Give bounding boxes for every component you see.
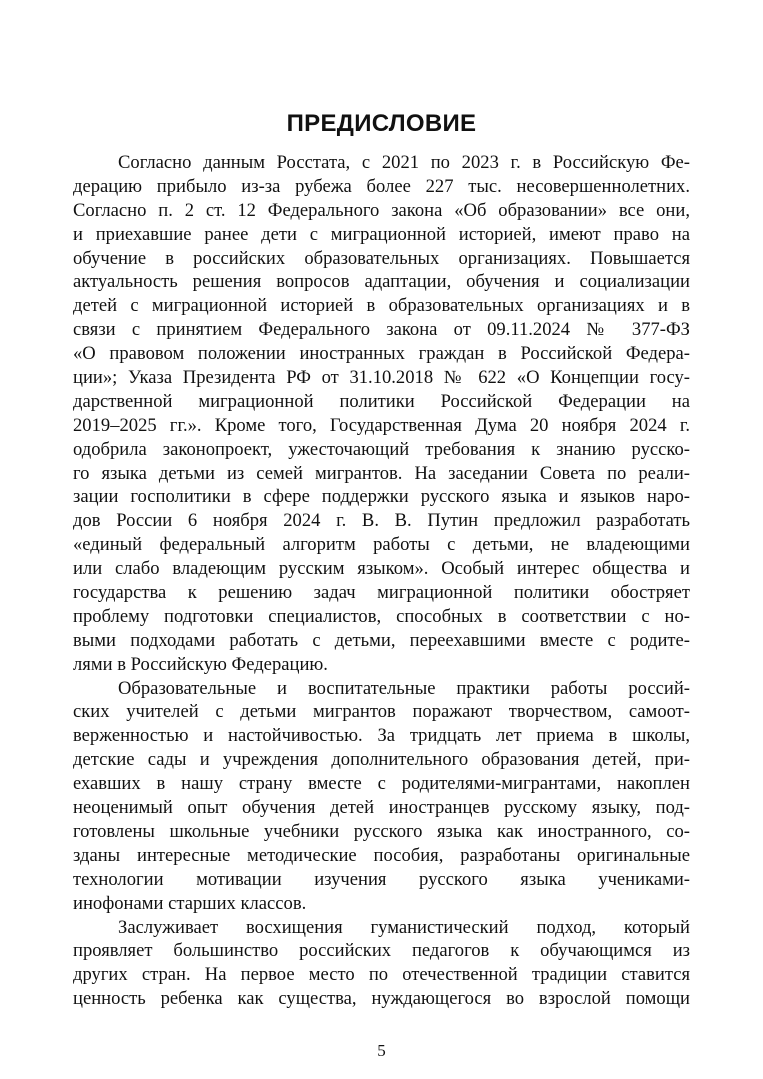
text-line: детские сады и учреждения дополнительного образования детей, при- [73, 749, 690, 771]
text-line: Согласно п. 2 ст. 12 Федерального закона «Об образовании» все они, [73, 199, 690, 221]
paragraph-1 [73, 151, 690, 677]
text-line: инофонами старших классов. [73, 892, 307, 914]
text-line: других стран. На первое место по отечественной традиции ставится [73, 964, 690, 986]
text-line: технологии мотивации изучения русского языка учениками- [73, 868, 690, 890]
text-line: Согласно данным Росстата, с 2021 по 2023 г. в Российскую Фе- [118, 152, 690, 173]
text-line: Заслуживает восхищения гуманистический подход, который [118, 916, 690, 938]
text-line: зданы интересные методические пособия, разработаны оригинальные [73, 844, 690, 866]
text-line: лями в Российскую Федерацию. [73, 653, 328, 675]
text-line: ценность ребенка как существа, нуждающегося во взрослой помощи [73, 988, 690, 1010]
text-line: ции»; Указа Президента РФ от 31.10.2018 № 622 «О Концепции госу- [73, 367, 690, 389]
text-line: или слабо владеющим русским языком». Особый интерес общества и [73, 558, 690, 580]
text-line: обучение в российских образовательных организациях. Повышается [73, 247, 690, 269]
text-line: го языка детьми из семей мигрантов. На заседании Совета по реали- [73, 462, 690, 484]
text-line: ских учителей с детьми мигрантов поражают творчеством, самоот- [73, 701, 690, 723]
text-line: актуальность решения вопросов адаптации, обучения и социализации [73, 271, 690, 293]
text-line: дарственной миграционной политики Российской Федерации на [73, 390, 690, 412]
text-line: связи с принятием Федерального закона от 09.11.2024 № 377-ФЗ [73, 319, 690, 341]
text-line: детей с миграционной историей в образовательных организациях и в [73, 295, 690, 317]
body-text [73, 151, 690, 1011]
text-line: 2019–2025 гг.». Кроме того, Государственная Дума 20 ноября 2024 г. [73, 414, 690, 436]
paragraph-3 [73, 916, 690, 1012]
text-line: дов России 6 ноября 2024 г. В. В. Путин предложил разработать [73, 510, 690, 532]
text-line: Образовательные и воспитательные практики работы россий- [118, 677, 690, 699]
page-title: ПРЕДИСЛОВИЕ [286, 110, 477, 137]
text-line: «О правовом положении иностранных граждан в Российской Федера- [73, 343, 690, 365]
text-line: государства к решению задач миграционной политики обостряет [73, 582, 690, 604]
text-line: готовлены школьные учебники русского языка как иностранного, со- [73, 820, 690, 842]
page-number: 5 [377, 1041, 386, 1060]
text-line: зации госполитики в сфере поддержки русского языка и языков наро- [73, 486, 690, 508]
text-line: и приехавшие ранее дети с миграционной историей, имеют право на [73, 223, 690, 245]
text-line: ехавших в нашу страну вместе с родителями-мигрантами, накоплен [73, 773, 690, 795]
text-line: одобрила законопроект, ужесточающий требования к знанию русско- [73, 438, 690, 460]
paragraph-2 [73, 677, 690, 916]
text-line: «единый федеральный алгоритм работы с детьми, не владеющими [73, 534, 690, 556]
text-line: проблему подготовки специалистов, способных в соответствии с но- [73, 605, 690, 627]
text-line: неоценимый опыт обучения детей иностранцев русскому языку, под- [73, 797, 690, 819]
text-line: выми подходами работать с детьми, переехавшими вместе с родите- [73, 629, 690, 651]
text-line: дерацию прибыло из-за рубежа более 227 тыс. несовершеннолетних. [73, 175, 690, 197]
text-line: проявляет большинство российских педагогов к обучающимся из [73, 940, 690, 962]
text-line: верженностью и настойчивостью. За тридцать лет приема в школы, [73, 725, 690, 747]
